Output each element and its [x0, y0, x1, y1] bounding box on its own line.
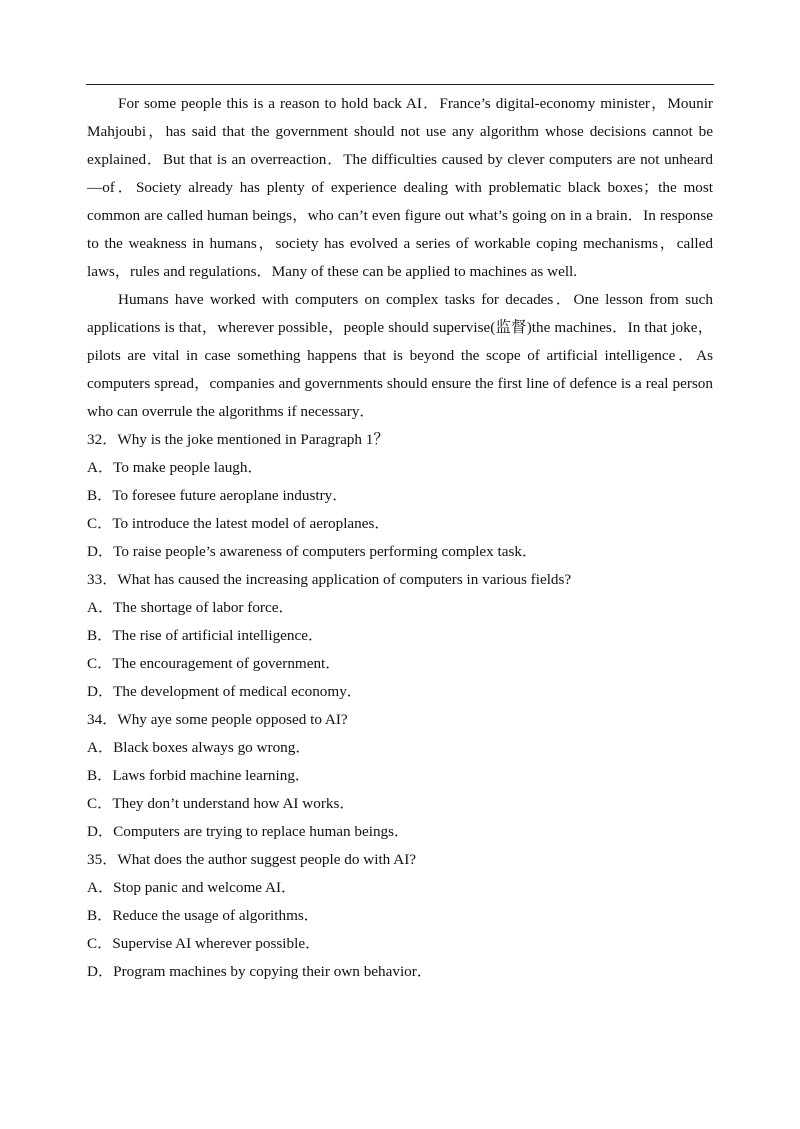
answer-option-a: A．To make people laugh．	[87, 459, 263, 476]
question-stem: 33．What has caused the increasing application of computers in various fields?	[87, 571, 572, 588]
answer-option-c: C．Supervise AI wherever possible．	[87, 935, 321, 952]
answer-option-c: C．To introduce the latest model of aeroplanes．	[87, 515, 390, 532]
question-stem: 32．Why is the joke mentioned in Paragraph 1？	[87, 431, 389, 448]
question-33	[87, 566, 713, 706]
answer-option-c: C．They don’t understand how AI works．	[87, 795, 355, 812]
document-body	[87, 90, 713, 986]
answer-option-a: A．The shortage of labor force．	[87, 599, 294, 616]
answer-option-b: B．The rise of artificial intelligence．	[87, 627, 324, 644]
question-35	[87, 846, 713, 986]
passage-paragraph-1: For some people this is a reason to hold back AI．France’s digital-economy minister，Mounir Mahjoubi，has said that the government should not use any algorithm whose decisions cannot be explained．But that is an overreaction．The difficulties caused by clever computers are not unheard—of．Society already has plenty of experience dealing with problematic black boxes；the most common are called human beings，who can’t even figure out what’s going on in a brain．In response to the weakness in humans，society has evolved a series of workable coping mechanisms，called laws，rules and regulations．Many of these can be applied to machines as well.	[87, 95, 713, 280]
question-34	[87, 706, 713, 846]
passage-paragraph-2: Humans have worked with computers on complex tasks for decades．One lesson from such applications is that，wherever possible，people should supervise(监督)the machines．In that joke，pilots are vital in case something happens that is beyond the scope of artificial intelligence．As computers spread，companies and governments should ensure the first line of defence is a real person who can overrule the algorithms if necessary．	[87, 291, 713, 420]
answer-option-b: B．Laws forbid machine learning．	[87, 767, 311, 784]
answer-option-b: B．To foresee future aeroplane industry．	[87, 487, 348, 504]
question-stem: 35．What does the author suggest people do with AI?	[87, 851, 416, 868]
answer-option-a: A．Stop panic and welcome AI．	[87, 879, 297, 896]
answer-option-d: D．The development of medical economy．	[87, 683, 362, 700]
answer-option-b: B．Reduce the usage of algorithms．	[87, 907, 319, 924]
answer-option-d: D．Program machines by copying their own behavior．	[87, 963, 433, 980]
question-32	[87, 426, 713, 566]
answer-option-d: D．Computers are trying to replace human beings．	[87, 823, 410, 840]
question-stem: 34．Why aye some people opposed to AI?	[87, 711, 348, 728]
answer-option-c: C．The encouragement of government．	[87, 655, 341, 672]
header-rule	[86, 84, 714, 85]
answer-option-d: D．To raise people’s awareness of computers performing complex task．	[87, 543, 538, 560]
answer-option-a: A．Black boxes always go wrong．	[87, 739, 311, 756]
